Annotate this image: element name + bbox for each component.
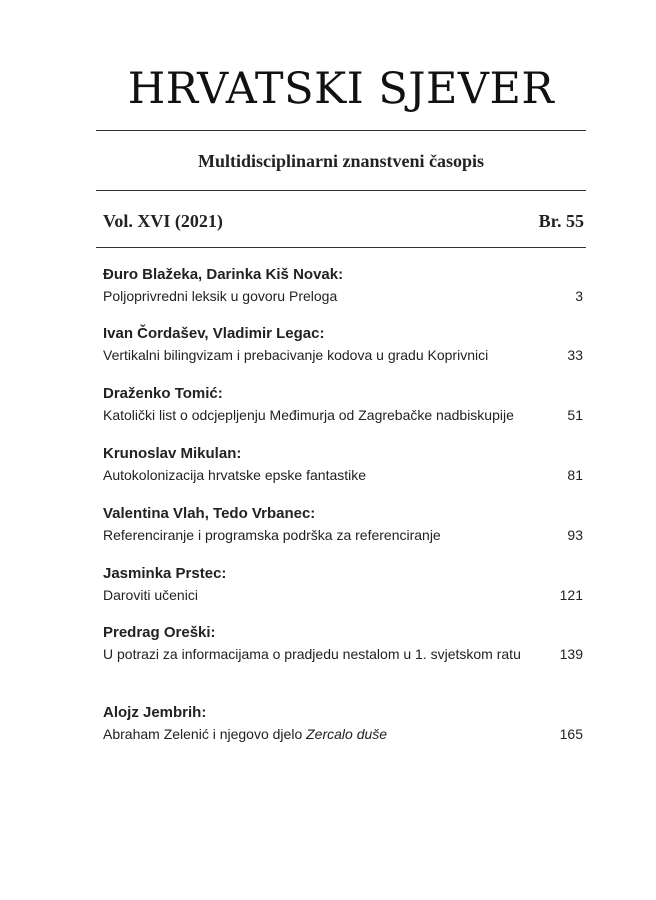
toc-authors: Jasminka Prstec:: [103, 565, 227, 582]
toc-article-title: [103, 724, 543, 744]
toc-page-number: 33: [567, 347, 583, 363]
toc-authors: Krunoslav Mikulan:: [103, 445, 242, 462]
toc-article-title: Katolički list o odcjepljenju Međimurja od Zagrebačke nadbiskupije: [103, 407, 514, 423]
toc-entry: [103, 622, 583, 664]
toc-authors: Ivan Čordašev, Vladimir Legac:: [103, 325, 325, 342]
journal-subtitle: Multidisciplinarni znanstveni časopis: [197, 151, 485, 171]
toc-authors: Draženko Tomić:: [103, 385, 223, 402]
toc-article-title: Autokolonizacija hrvatske epske fantastike: [103, 467, 367, 483]
toc-entry: [103, 443, 583, 485]
toc-article-title-italic: Zercalo duše: [306, 726, 388, 742]
toc-page-number: 165: [559, 726, 583, 742]
divider-middle: [96, 190, 586, 191]
issue-number: Br. 55: [538, 211, 584, 231]
toc-article-title: Referenciranje i programska podrška za referenciranje: [103, 527, 441, 543]
toc-entry: [103, 702, 583, 744]
toc-authors: Valentina Vlah, Tedo Vrbanec:: [103, 505, 316, 522]
toc-page-number: 139: [559, 646, 583, 662]
toc-page-number: 3: [575, 288, 583, 304]
toc-article-title: Poljoprivredni leksik u govoru Preloga: [103, 288, 338, 304]
toc-authors: Đuro Blažeka, Darinka Kiš Novak:: [103, 266, 344, 283]
toc-entry: [103, 503, 583, 545]
toc-page-number: 81: [567, 467, 583, 483]
toc-page-number: 93: [567, 527, 583, 543]
toc-page-number: 121: [559, 587, 583, 603]
toc-authors: Alojz Jembrih:: [103, 704, 207, 721]
toc-entry: [103, 323, 583, 365]
toc-article-title: Vertikalni bilingvizam i prebacivanje kodova u gradu Koprivnici: [103, 347, 489, 363]
volume-label: Vol. XVI (2021): [103, 211, 223, 231]
toc-entry: [103, 563, 583, 605]
divider-bottom: [96, 247, 586, 248]
toc-authors: Predrag Oreški:: [103, 624, 216, 641]
toc-page-number: 51: [567, 407, 583, 423]
toc-entry: [103, 264, 583, 306]
journal-title: HRVATSKI SJEVER: [127, 64, 555, 114]
toc-article-title-plain: Abraham Zelenić i njegovo djelo: [103, 726, 307, 742]
toc-article-title: Daroviti učenici: [103, 587, 198, 603]
toc-article-title: U potrazi za informacijama o pradjedu nestalom u 1. svjetskom ratu: [103, 646, 521, 662]
toc-entry: [103, 383, 583, 425]
divider-top: [96, 130, 586, 131]
